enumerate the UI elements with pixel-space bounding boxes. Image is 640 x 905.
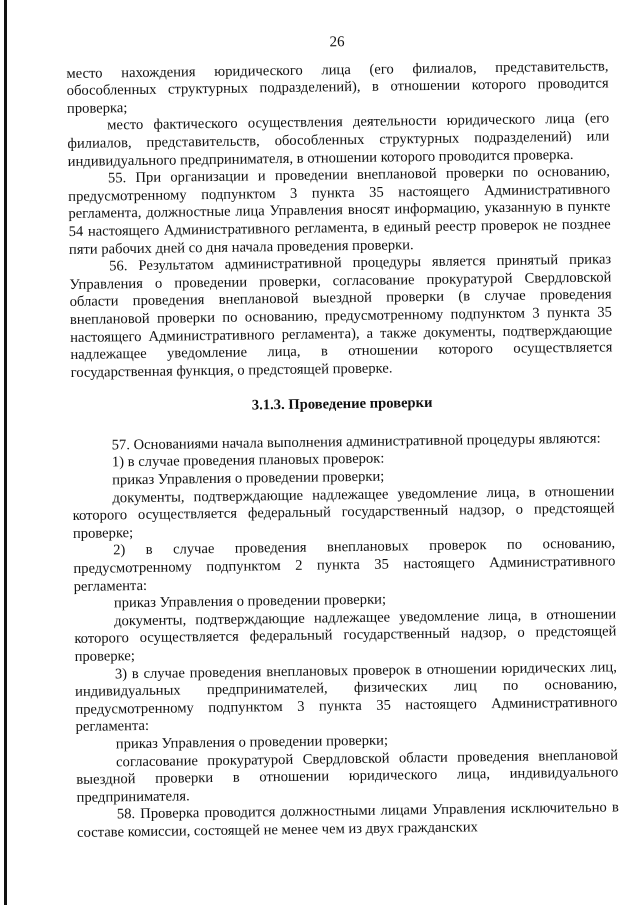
paragraph: 2) в случае проведения внеплановых проверок по основанию, предусмотренному подпунктом 2 пункта 35 настоящего Административного регламента: bbox=[73, 535, 616, 595]
section-heading: 3.1.3. Проведение проверки bbox=[251, 395, 433, 414]
paragraph: приказ Управления о проведении проверки; bbox=[112, 468, 385, 489]
paragraph: 57. Основаниями начала выполнения административной процедуры являются: bbox=[111, 430, 601, 454]
paragraph: приказ Управления о проведении проверки; bbox=[115, 732, 389, 753]
page-number: 26 bbox=[329, 34, 345, 51]
paragraph: 3) в случае проведения внеплановых проверок в отношении юридических лиц, индивидуальных предпринимателей, физических лиц по основанию, предусмотренному подпунктом 3 пункта 35 настоящего Административного регламента: bbox=[75, 658, 618, 736]
paragraph: приказ Управления о проведении проверки; bbox=[113, 591, 387, 612]
paragraph: документы, подтверждающие надлежащее уведомление лица, в отношении которого осуществляется федеральный государственный надзор, о предстоящей проверке; bbox=[74, 606, 617, 665]
paragraph: 1) в случае проведения плановых проверок: bbox=[111, 451, 385, 471]
paragraph: место нахождения юридического лица (его филиалов, представительств, обособленных структурных подразделений), в отношении которого проводится проверка; bbox=[66, 58, 609, 117]
document-page bbox=[66, 30, 619, 842]
paragraph: место фактического осуществления деятельности юридического лица (его филиалов, представительств, обособленных структурных подразделений) или индивидуального предпринимателя, в отношении которого проводится проверка. bbox=[67, 110, 610, 170]
paragraph: 55. При организации и проведении внеплановой проверки по основанию, предусмотренному подпунктом 3 пункта 35 настоящего Административного регламента, должностные лица Управления вносят информацию, указанную в пункте 54 настоящего Административного регламента, в единый реестр проверок не позднее пяти рабочих дней со дня начала проведения проверки. bbox=[68, 163, 611, 258]
paragraph: 56. Результатом административной процедуры является принятый приказ Управления о проведении проверки, согласование прокуратурой Свердловской области проведения внеплановой выездной проверки (в случае проведения внеплановой проверки по основанию, предусмотренному подпунктом 3 пункта 35 настоящего Административного регламента), а также документы, подтверждающие надлежащее уведомление лица, в отношении которого осуществляется государственная функция, о предстоящей проверке. bbox=[69, 251, 613, 381]
paragraph: 58. Проверка проводится должностными лицами Управления исключительно в составе комиссии, состоящей не менее чем из двух гражданских bbox=[76, 799, 619, 841]
paragraph: согласование прокуратурой Свердловской области проведения внеплановой выездной проверки в отношении юридического лица, индивидуального предпринимателя. bbox=[76, 746, 619, 806]
scan-edge bbox=[4, 0, 7, 905]
paragraph: документы, подтверждающие надлежащее уведомление лица, в отношении которого осуществляется федеральный государственный надзор, о предстоящей проверке; bbox=[72, 483, 615, 542]
